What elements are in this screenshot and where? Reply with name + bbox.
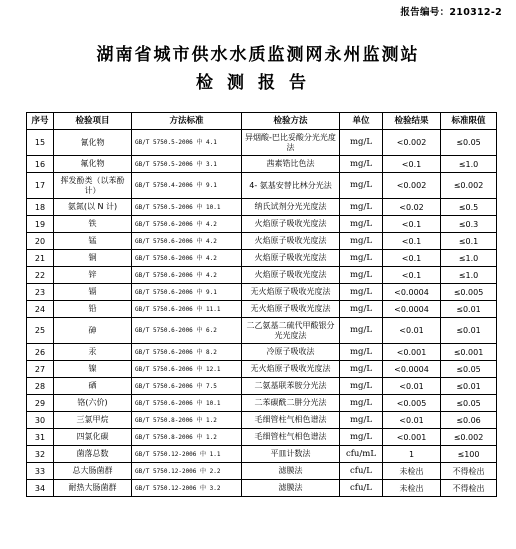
cell-limit: ≤0.002 xyxy=(441,173,497,199)
table-body xyxy=(27,130,497,497)
cell-no: 17 xyxy=(27,173,54,199)
cell-result: <0.1 xyxy=(383,250,441,267)
cell-unit: mg/L xyxy=(340,233,383,250)
cell-item: 总大肠菌群 xyxy=(54,463,132,480)
cell-standard: GB/T 5750.6-2006 中 6.2 xyxy=(132,318,242,344)
cell-standard: GB/T 5750.6-2006 中 4.2 xyxy=(132,233,242,250)
table-row xyxy=(27,429,497,446)
cell-method: 异烟酸-巴比妥酸分光光度法 xyxy=(242,130,340,156)
cell-standard: GB/T 5750.6-2006 中 7.5 xyxy=(132,378,242,395)
cell-no: 16 xyxy=(27,156,54,173)
cell-item: 锌 xyxy=(54,267,132,284)
cell-result: <0.1 xyxy=(383,233,441,250)
cell-no: 26 xyxy=(27,344,54,361)
cell-method: 无火焰原子吸收光度法 xyxy=(242,301,340,318)
cell-no: 19 xyxy=(27,216,54,233)
cell-unit: mg/L xyxy=(340,378,383,395)
cell-unit: mg/L xyxy=(340,395,383,412)
cell-method: 火焰原子吸收光度法 xyxy=(242,250,340,267)
cell-limit: ≤100 xyxy=(441,446,497,463)
cell-no: 29 xyxy=(27,395,54,412)
cell-no: 18 xyxy=(27,199,54,216)
cell-unit: mg/L xyxy=(340,344,383,361)
cell-no: 33 xyxy=(27,463,54,480)
cell-method: 毛细管柱气相色谱法 xyxy=(242,412,340,429)
col-header-method: 检验方法 xyxy=(242,113,340,130)
cell-standard: GB/T 5750.12-2006 中 2.2 xyxy=(132,463,242,480)
cell-result: 1 xyxy=(383,446,441,463)
cell-method: 滤膜法 xyxy=(242,480,340,497)
cell-unit: mg/L xyxy=(340,216,383,233)
col-header-limit: 标准限值 xyxy=(441,113,497,130)
cell-no: 21 xyxy=(27,250,54,267)
table-row xyxy=(27,412,497,429)
table-row xyxy=(27,378,497,395)
table-row xyxy=(27,233,497,250)
cell-result: <0.1 xyxy=(383,216,441,233)
cell-no: 31 xyxy=(27,429,54,446)
cell-unit: cfu/L xyxy=(340,480,383,497)
cell-item: 汞 xyxy=(54,344,132,361)
table-row xyxy=(27,130,497,156)
cell-method: 二苯碳酰二肼分光法 xyxy=(242,395,340,412)
table-row xyxy=(27,301,497,318)
cell-unit: mg/L xyxy=(340,199,383,216)
report-number: 报告编号：210312-2 xyxy=(400,7,502,18)
cell-no: 30 xyxy=(27,412,54,429)
cell-no: 25 xyxy=(27,318,54,344)
cell-no: 32 xyxy=(27,446,54,463)
table-row xyxy=(27,284,497,301)
table-row xyxy=(27,344,497,361)
table-row xyxy=(27,395,497,412)
cell-standard: GB/T 5750.6-2006 中 4.2 xyxy=(132,267,242,284)
table-row xyxy=(27,463,497,480)
cell-unit: mg/L xyxy=(340,361,383,378)
cell-unit: mg/L xyxy=(340,318,383,344)
cell-item: 铅 xyxy=(54,301,132,318)
cell-method: 茜素锆比色法 xyxy=(242,156,340,173)
cell-standard: GB/T 5750.6-2006 中 9.1 xyxy=(132,284,242,301)
cell-result: <0.005 xyxy=(383,395,441,412)
cell-standard: GB/T 5750.12-2006 中 3.2 xyxy=(132,480,242,497)
cell-method: 冷原子吸收法 xyxy=(242,344,340,361)
cell-no: 27 xyxy=(27,361,54,378)
cell-item: 铜 xyxy=(54,250,132,267)
table-row xyxy=(27,361,497,378)
cell-limit: ≤0.002 xyxy=(441,429,497,446)
cell-limit: 不得检出 xyxy=(441,480,497,497)
cell-limit: ≤0.5 xyxy=(441,199,497,216)
table-row xyxy=(27,216,497,233)
cell-limit: ≤1.0 xyxy=(441,250,497,267)
cell-standard: GB/T 5750.6-2006 中 8.2 xyxy=(132,344,242,361)
cell-standard: GB/T 5750.6-2006 中 12.1 xyxy=(132,361,242,378)
cell-unit: mg/L xyxy=(340,412,383,429)
cell-unit: mg/L xyxy=(340,130,383,156)
cell-limit: ≤0.1 xyxy=(441,233,497,250)
cell-item: 菌落总数 xyxy=(54,446,132,463)
cell-standard: GB/T 5750.5-2006 中 3.1 xyxy=(132,156,242,173)
cell-item: 耐热大肠菌群 xyxy=(54,480,132,497)
cell-result: <0.001 xyxy=(383,429,441,446)
table-row xyxy=(27,173,497,199)
cell-item: 氟化物 xyxy=(54,156,132,173)
table-row xyxy=(27,446,497,463)
cell-item: 三氯甲烷 xyxy=(54,412,132,429)
cell-unit: cfu/mL xyxy=(340,446,383,463)
cell-result: <0.01 xyxy=(383,318,441,344)
cell-result: <0.001 xyxy=(383,344,441,361)
cell-method: 纳氏试剂分光光度法 xyxy=(242,199,340,216)
cell-standard: GB/T 5750.12-2006 中 1.1 xyxy=(132,446,242,463)
cell-item: 氰化物 xyxy=(54,130,132,156)
cell-item: 铁 xyxy=(54,216,132,233)
col-header-item: 检验项目 xyxy=(54,113,132,130)
cell-standard: GB/T 5750.6-2006 中 4.2 xyxy=(132,216,242,233)
cell-limit: ≤0.05 xyxy=(441,361,497,378)
cell-method: 滤膜法 xyxy=(242,463,340,480)
cell-unit: mg/L xyxy=(340,429,383,446)
cell-limit: 不得检出 xyxy=(441,463,497,480)
table-row xyxy=(27,480,497,497)
cell-result: <0.0004 xyxy=(383,361,441,378)
cell-method: 无火焰原子吸收光度法 xyxy=(242,284,340,301)
cell-standard: GB/T 5750.6-2006 中 10.1 xyxy=(132,395,242,412)
cell-limit: ≤0.005 xyxy=(441,284,497,301)
cell-result: <0.01 xyxy=(383,412,441,429)
table-row xyxy=(27,250,497,267)
cell-item: 四氯化碳 xyxy=(54,429,132,446)
cell-result: <0.02 xyxy=(383,199,441,216)
cell-method: 火焰原子吸收光度法 xyxy=(242,267,340,284)
cell-standard: GB/T 5750.5-2006 中 10.1 xyxy=(132,199,242,216)
cell-unit: mg/L xyxy=(340,301,383,318)
table-row xyxy=(27,267,497,284)
cell-method: 火焰原子吸收光度法 xyxy=(242,216,340,233)
col-header-result: 检验结果 xyxy=(383,113,441,130)
cell-limit: ≤1.0 xyxy=(441,156,497,173)
cell-limit: ≤0.01 xyxy=(441,301,497,318)
cell-standard: GB/T 5750.6-2006 中 4.2 xyxy=(132,250,242,267)
cell-result: <0.0004 xyxy=(383,301,441,318)
cell-item: 锰 xyxy=(54,233,132,250)
cell-method: 毛细管柱气相色谱法 xyxy=(242,429,340,446)
cell-method: 无火焰原子吸收光度法 xyxy=(242,361,340,378)
cell-limit: ≤0.01 xyxy=(441,378,497,395)
cell-unit: cfu/L xyxy=(340,463,383,480)
cell-item: 砷 xyxy=(54,318,132,344)
cell-item: 铬(六价) xyxy=(54,395,132,412)
cell-result: <0.002 xyxy=(383,173,441,199)
col-header-standard: 方法标准 xyxy=(132,113,242,130)
cell-standard: GB/T 5750.8-2006 中 1.2 xyxy=(132,429,242,446)
cell-result: <0.002 xyxy=(383,130,441,156)
cell-no: 22 xyxy=(27,267,54,284)
cell-item: 氨氮(以 N 计) xyxy=(54,199,132,216)
cell-result: <0.1 xyxy=(383,267,441,284)
cell-limit: ≤0.3 xyxy=(441,216,497,233)
cell-item: 镍 xyxy=(54,361,132,378)
cell-unit: mg/L xyxy=(340,173,383,199)
cell-result: <0.1 xyxy=(383,156,441,173)
cell-item: 挥发酚类（以苯酚计） xyxy=(54,173,132,199)
cell-method: 火焰原子吸收光度法 xyxy=(242,233,340,250)
cell-no: 20 xyxy=(27,233,54,250)
results-table xyxy=(26,112,497,497)
report-title: 湖南省城市供水水质监测网永州监测站 xyxy=(96,45,420,65)
cell-unit: mg/L xyxy=(340,156,383,173)
cell-result: <0.0004 xyxy=(383,284,441,301)
cell-limit: ≤0.06 xyxy=(441,412,497,429)
col-header-unit: 单位 xyxy=(340,113,383,130)
col-header-no: 序号 xyxy=(27,113,54,130)
cell-limit: ≤0.05 xyxy=(441,130,497,156)
cell-no: 23 xyxy=(27,284,54,301)
cell-unit: mg/L xyxy=(340,267,383,284)
cell-result: 未检出 xyxy=(383,480,441,497)
cell-result: 未检出 xyxy=(383,463,441,480)
cell-method: 二氨基联苯胺分光法 xyxy=(242,378,340,395)
cell-no: 34 xyxy=(27,480,54,497)
cell-method: 平皿计数法 xyxy=(242,446,340,463)
report-subtitle: 检测报告 xyxy=(196,73,320,93)
cell-no: 15 xyxy=(27,130,54,156)
cell-method: 4- 氨基安替比林分光法 xyxy=(242,173,340,199)
cell-method: 二乙氨基二硫代甲酸银分光光度法 xyxy=(242,318,340,344)
cell-result: <0.01 xyxy=(383,378,441,395)
cell-standard: GB/T 5750.6-2006 中 11.1 xyxy=(132,301,242,318)
cell-limit: ≤0.001 xyxy=(441,344,497,361)
cell-no: 28 xyxy=(27,378,54,395)
cell-limit: ≤0.01 xyxy=(441,318,497,344)
table-row xyxy=(27,156,497,173)
table-row xyxy=(27,318,497,344)
cell-unit: mg/L xyxy=(340,284,383,301)
table-header-row xyxy=(27,113,497,130)
cell-standard: GB/T 5750.5-2006 中 4.1 xyxy=(132,130,242,156)
cell-item: 硒 xyxy=(54,378,132,395)
cell-unit: mg/L xyxy=(340,250,383,267)
cell-limit: ≤1.0 xyxy=(441,267,497,284)
cell-standard: GB/T 5750.8-2006 中 1.2 xyxy=(132,412,242,429)
table-row xyxy=(27,199,497,216)
cell-item: 镉 xyxy=(54,284,132,301)
cell-limit: ≤0.05 xyxy=(441,395,497,412)
cell-no: 24 xyxy=(27,301,54,318)
cell-standard: GB/T 5750.4-2006 中 9.1 xyxy=(132,173,242,199)
